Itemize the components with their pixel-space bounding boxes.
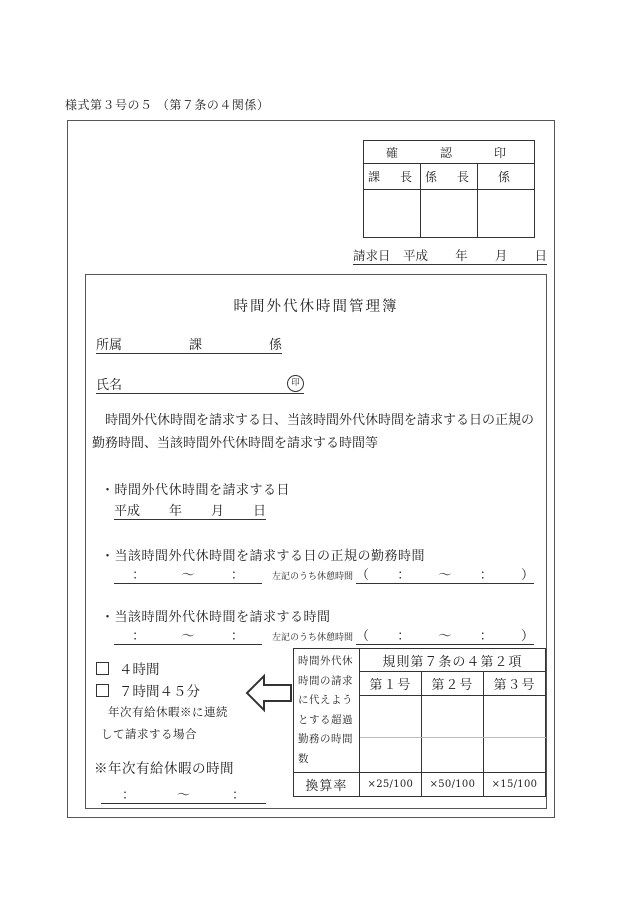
stamp-cell-empty xyxy=(421,190,478,238)
colon: ： xyxy=(230,629,244,644)
paren-close: ） xyxy=(520,629,534,644)
tilde: ～ xyxy=(438,568,452,583)
colon: ： xyxy=(397,568,411,583)
option-7h45m[interactable] xyxy=(96,680,200,700)
column-no3: 第３号 xyxy=(483,672,545,696)
conversion-rate-table xyxy=(293,648,546,797)
hours-cell-empty xyxy=(483,696,545,738)
stamp-role-subsection-chief: 係 長 xyxy=(421,164,478,190)
regular-hours-row xyxy=(114,563,534,584)
rest-time-label: 左記のうち休憩時間 xyxy=(272,633,354,643)
note-annual-leave-line1: 年次有給休暇※に連続 xyxy=(108,705,228,719)
day-label: 日 xyxy=(252,504,266,519)
option-4-hours-label: ４時間 xyxy=(119,662,160,678)
regular-hours-blank-field xyxy=(114,563,262,584)
rate-table-row-header: 時間外代休 時間の請求 に代えよう とする超過 勤務の時間 数 xyxy=(294,649,360,773)
colon: ： xyxy=(230,568,244,583)
intro-paragraph: 時間外代休時間を請求する日、当該時間外代休時間を請求する日の正規の勤務時間、当該時間外代休時間を請求する時間等 xyxy=(92,413,535,451)
tilde: ～ xyxy=(176,788,190,803)
colon: ： xyxy=(397,629,411,644)
request-date-year: 年 xyxy=(455,248,468,263)
colon: ： xyxy=(479,629,493,644)
hours-cell-empty xyxy=(421,696,483,738)
stamp-role-staff: 係 xyxy=(478,164,535,190)
bullet-request-hours: ・当該時間外代休時間を請求する時間 xyxy=(101,610,331,625)
colon: ： xyxy=(132,629,146,644)
bullet-request-day: ・時間外代休時間を請求する日 xyxy=(101,483,291,498)
request-hours-row xyxy=(114,624,534,645)
request-date-label: 請求日 平成 xyxy=(353,248,429,263)
colon: ： xyxy=(231,788,245,803)
checkbox-icon[interactable] xyxy=(96,684,109,697)
stamp-table-header: 確 認 印 xyxy=(364,141,535,164)
stamp-cell-empty xyxy=(478,190,535,238)
name-field xyxy=(96,371,304,394)
request-date-day: 日 xyxy=(534,248,547,263)
conversion-rate-label: 換算率 xyxy=(294,773,360,797)
tilde: ～ xyxy=(181,568,195,583)
note-annual-leave-time: ※年次有給休暇の時間 xyxy=(94,761,234,777)
month-label: 月 xyxy=(210,504,224,519)
note-annual-leave-line2: して請求する場合 xyxy=(101,727,197,741)
option-4-hours[interactable] xyxy=(96,658,160,678)
rest-time-blank-field xyxy=(356,563,534,584)
affiliation-label: 所属 xyxy=(96,338,123,353)
request-day-blank-field xyxy=(114,499,266,520)
form-title: 時間外代休時間管理簿 xyxy=(233,299,399,315)
hours-cell-empty xyxy=(421,738,483,773)
hours-cell-empty xyxy=(483,738,545,773)
tilde: ～ xyxy=(181,629,195,644)
colon: ： xyxy=(121,788,135,803)
tilde: ～ xyxy=(438,629,452,644)
stamp-role-section-chief: 課 長 xyxy=(364,164,421,190)
rate-no2: ×50/100 xyxy=(421,773,483,797)
stamp-cell-empty xyxy=(364,190,421,238)
hours-cell-empty xyxy=(359,696,421,738)
request-date-month: 月 xyxy=(494,248,508,263)
rule-header: 規則第７条の４第２項 xyxy=(359,649,545,672)
column-no1: 第１号 xyxy=(359,672,421,696)
name-label: 氏名 xyxy=(96,378,123,393)
form-code-label: 様式第３号の５ （第７条の４関係） xyxy=(65,98,270,112)
colon: ： xyxy=(479,568,493,583)
rest-time-label: 左記のうち休憩時間 xyxy=(272,572,354,582)
paren-close: ） xyxy=(520,568,534,583)
seal-icon: 印 xyxy=(287,375,304,392)
affiliation-section-label: 課 xyxy=(188,338,202,353)
option-7h45m-label: ７時間４５分 xyxy=(119,684,200,700)
affiliation-field xyxy=(96,331,282,354)
rate-no3: ×15/100 xyxy=(483,773,545,797)
request-date-line xyxy=(353,245,547,265)
checkbox-icon[interactable] xyxy=(96,662,109,675)
colon: ： xyxy=(132,568,146,583)
hours-cell-empty xyxy=(359,738,421,773)
form-body-frame xyxy=(85,274,547,809)
rate-no1: ×25/100 xyxy=(359,773,421,797)
era-label: 平成 xyxy=(114,504,141,519)
affiliation-subsection-label: 係 xyxy=(268,338,282,353)
request-hours-blank-field xyxy=(114,624,262,645)
annual-leave-time-blank-field xyxy=(101,783,266,804)
rest-time-blank-field xyxy=(356,624,534,645)
column-no2: 第２号 xyxy=(421,672,483,696)
year-label: 年 xyxy=(168,504,182,519)
bullet-regular-hours: ・当該時間外代休時間を請求する日の正規の勤務時間 xyxy=(101,549,426,564)
confirmation-stamp-table xyxy=(363,140,535,238)
paren-open: （ xyxy=(356,629,370,644)
paren-open: （ xyxy=(356,568,370,583)
left-arrow-icon xyxy=(245,672,293,714)
